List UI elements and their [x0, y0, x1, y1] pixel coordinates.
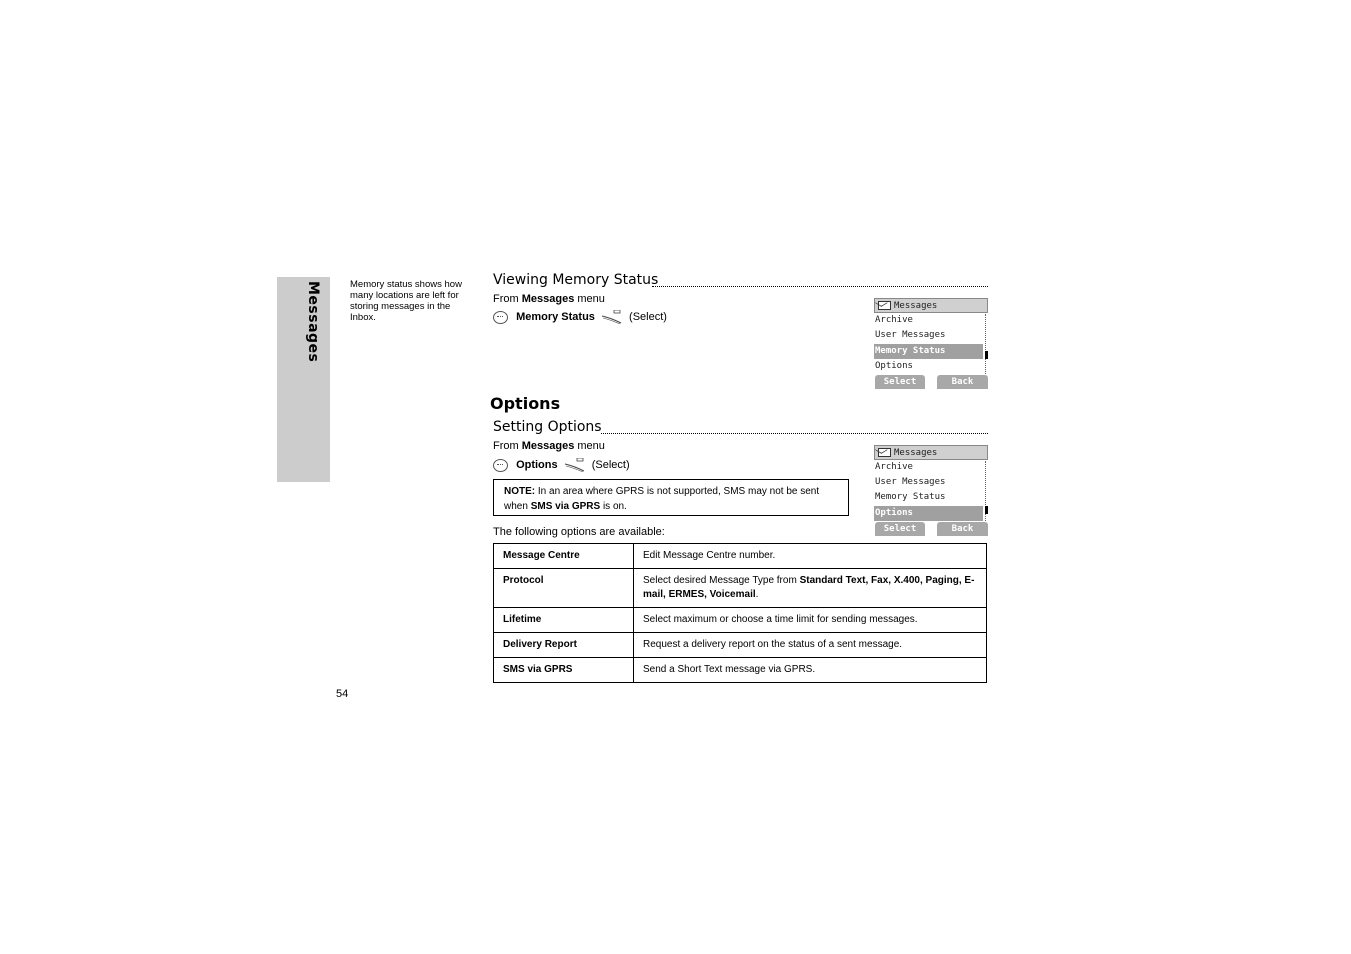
option-desc-text: Select desired Message Type from [643, 575, 797, 586]
option-name: Protocol [494, 569, 634, 608]
screen-title-bar [874, 298, 988, 313]
note-box [493, 479, 849, 516]
envelope-icon [878, 301, 891, 310]
from-suffix: menu [577, 440, 605, 452]
softkey-select[interactable]: Select [875, 522, 925, 536]
from-menu-line [493, 293, 605, 305]
screen-menu-item[interactable]: Archive [875, 462, 913, 472]
screen-menu-item[interactable]: Options [875, 361, 913, 371]
step-action: (Select) [629, 310, 667, 323]
screen-title: Messages [894, 301, 938, 311]
left-softkey-icon [564, 458, 586, 472]
screen-title: Messages [894, 448, 938, 458]
screen-scrollbar[interactable] [985, 314, 986, 374]
from-suffix: menu [577, 293, 605, 305]
section-heading-memory-status [493, 272, 658, 288]
options-table [493, 543, 987, 683]
option-name: Lifetime [494, 608, 634, 633]
heading-leader-dots [601, 433, 988, 434]
softkey-select[interactable]: Select [875, 375, 925, 389]
option-name: Message Centre [494, 544, 634, 569]
table-row [494, 658, 987, 683]
phone-screen-memory-status [874, 298, 988, 389]
screen-menu-item[interactable]: User Messages [875, 330, 946, 340]
section-title-options: Options [490, 394, 561, 413]
option-desc: Send a Short Text message via GPRS. [634, 658, 987, 683]
page-number: 54 [336, 688, 349, 700]
navigation-key-icon [493, 311, 508, 324]
section-heading-text: Viewing Memory Status [493, 272, 659, 288]
option-desc-bold: Standard Text, Fax, X.400, Paging, E-mail, ERMES, Voicemail [643, 575, 975, 600]
note-bold: SMS via GPRS [530, 501, 601, 512]
step-line [493, 458, 630, 472]
left-softkey-icon [601, 310, 623, 324]
option-name: Delivery Report [494, 633, 634, 658]
option-name: SMS via GPRS [494, 658, 634, 683]
heading-leader-dots [652, 286, 988, 287]
from-menu-line [493, 440, 605, 452]
note-label: NOTE: [504, 486, 536, 497]
section-heading-text: Setting Options [493, 419, 602, 435]
screen-menu-item[interactable]: User Messages [875, 477, 946, 487]
step-line [493, 310, 667, 324]
section-heading-setting-options [493, 419, 602, 435]
option-desc: Select maximum or choose a time limit for sending messages. [634, 608, 987, 633]
navigation-key-icon [493, 459, 508, 472]
softkey-back[interactable]: Back [937, 522, 988, 536]
screen-menu-item[interactable]: Archive [875, 315, 913, 325]
softkey-back[interactable]: Back [937, 375, 988, 389]
table-row [494, 633, 987, 658]
from-prefix: From [493, 293, 519, 305]
note-text-end: is on. [602, 501, 627, 512]
option-desc: Request a delivery report on the status of a sent message. [634, 633, 987, 658]
from-menu-name: Messages [521, 293, 575, 305]
from-menu-name: Messages [521, 440, 575, 452]
screen-menu-item-selected[interactable]: Memory Status [874, 344, 983, 359]
option-desc-suffix: . [755, 589, 759, 600]
phone-screen-options [874, 445, 988, 536]
table-row [494, 544, 987, 569]
scrollbar-thumb[interactable] [985, 506, 988, 514]
chapter-side-tab [277, 277, 330, 482]
from-prefix: From [493, 440, 519, 452]
chapter-label: Messages [305, 281, 321, 363]
scrollbar-thumb[interactable] [985, 351, 988, 359]
screen-scrollbar[interactable] [985, 461, 986, 521]
option-desc: Edit Message Centre number. [634, 544, 987, 569]
screen-menu-item-selected[interactable]: Options [874, 506, 983, 521]
step-action: (Select) [591, 458, 630, 471]
table-row [494, 569, 987, 608]
available-options-text: The following options are available: [493, 526, 665, 538]
note-text: In an area where GPRS is not supported, SMS may not be sent when [504, 486, 820, 512]
table-row [494, 608, 987, 633]
screen-title-bar [874, 445, 988, 460]
option-desc [634, 569, 987, 608]
step-item: Options [516, 458, 558, 471]
margin-note: Memory status shows how many locations are left for storing messages in the Inbox. [350, 279, 462, 323]
envelope-icon [878, 448, 891, 457]
step-item: Memory Status [516, 310, 595, 323]
screen-menu-item[interactable]: Memory Status [875, 492, 946, 502]
